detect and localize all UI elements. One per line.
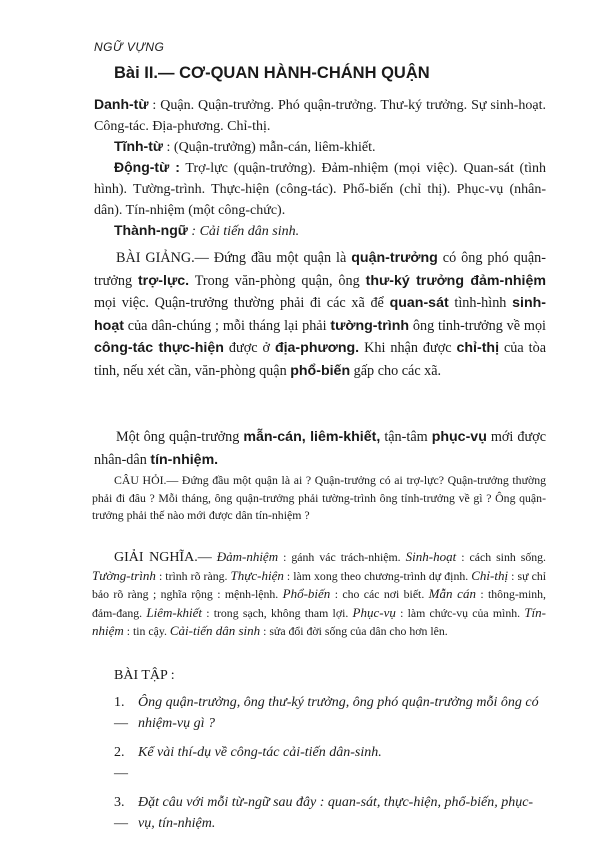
lesson-keyword: phổ-biến [290, 362, 351, 379]
questions-text: Đứng đầu một quận là ai ? Quận-trưởng có ai trợ-lực? Quận-trưởng thường phải đi đâu ? Mỗi tháng, ông quận-trưởng phải tường-trình ông tỉnh-trưởng về gì ? Ông quận-trưởng phải thế nào mới được dân tín-nhiệm ? [92, 473, 546, 522]
vocab-adjectives [114, 136, 546, 158]
exercise-text: Đặt câu với mỗi từ-ngữ sau đây : quan-sát, thực-hiện, phổ-biến, phục-vụ, tín-nhiệm. [138, 795, 534, 831]
glossary-definition: : gánh vác trách-nhiệm. [278, 550, 406, 564]
lesson-text: Trong văn-phòng quận, ông [189, 272, 366, 289]
lesson-keyword: tín-nhiệm. [150, 451, 219, 468]
exercise-text: Ông quận-trưởng, ông thư-ký trưởng, ông phó quận-trưởng mỗi ông có nhiệm-vụ gì ? [138, 695, 539, 731]
lesson-paragraph-2 [94, 426, 546, 471]
glossary-term: Thực-hiện [230, 567, 284, 583]
glossary-term: Phục-vụ [352, 604, 396, 620]
lesson-text: của dân-chúng ; mỗi tháng lại phải [123, 317, 331, 334]
vocab-idioms [114, 220, 546, 242]
lesson-keyword: tường-trình [330, 317, 410, 334]
lesson-keyword: quan-sát [389, 295, 449, 312]
exercise-number: 1.— [114, 695, 128, 731]
glossary-term: Tường-trình [92, 567, 156, 583]
lesson-text: tình-hình [448, 295, 513, 312]
exercise-item [114, 742, 546, 784]
lesson-text: mới được nhân-dân [94, 429, 546, 468]
lesson-text: Khi nhận được [359, 340, 457, 357]
glossary-definition: : làm chức-vụ của mình. [395, 605, 525, 620]
running-header: NGỮ VỰNG [94, 40, 165, 54]
vocab-verbs-label: Động-từ : [114, 159, 180, 175]
glossary-definition: : trong sạch, không tham lợi. [201, 605, 353, 620]
exercise-item [114, 692, 546, 734]
exercise-item [114, 792, 546, 834]
exercise-list [114, 692, 546, 842]
vocab-nouns-text: : Quận. Quận-trưởng. Phó quận-trưởng. Thư-ký trưởng. Sự sinh-hoạt. Công-tác. Địa-phương. Chỉ-thị. [94, 98, 546, 134]
lesson-text: Một ông quận-trưởng [116, 429, 244, 445]
questions-label: CÂU HỎI.— [114, 473, 179, 487]
lesson-text: gấp cho các xã. [350, 362, 442, 379]
glossary-term: Tín-nhiệm [92, 604, 546, 638]
vocab-nouns-label: Danh-từ [94, 96, 149, 112]
lesson-keyword: công-tác thực-hiện [94, 340, 224, 357]
glossary-definition: : tin cậy. [123, 624, 170, 638]
lesson-text: được ở [223, 340, 275, 357]
glossary-definition: : làm xong theo chương-trình dự định. [283, 568, 472, 583]
lesson-keyword: chỉ-thị [456, 340, 500, 357]
vocab-adjectives-label: Tĩnh-từ [114, 138, 164, 154]
glossary-definition: : thông-minh, đảm-đang. [92, 587, 546, 620]
lesson-text: có ông phó quận-trưởng [94, 250, 546, 289]
glossary-term: Mẫn cán [428, 586, 476, 601]
lesson-text: Đứng đầu một quận là [213, 250, 352, 266]
lesson-text: ông tỉnh-trưởng về mọi [409, 317, 546, 334]
lesson-keyword: mẫn-cán, liêm-khiết, [243, 429, 381, 445]
lesson-keyword: thư-ký trưởng đảm-nhiệm [365, 272, 546, 289]
vocab-adjectives-text: : (Quận-trưởng) mẫn-cán, liêm-khiết. [166, 140, 376, 155]
glossary-definition: : sự chỉ bảo rõ ràng ; nghĩa rộng : mệnh-lệnh. [92, 568, 546, 601]
glossary-term: Cải-tiến dân sinh [169, 623, 261, 638]
lesson-label: BÀI GIẢNG.— [116, 250, 209, 266]
lesson-title: Bài II.— CƠ-QUAN HÀNH-CHÁNH QUẬN [114, 64, 430, 82]
vocab-verbs-text: Trợ-lực (quận-trưởng). Đảm-nhiệm (mọi việc). Quan-sát (tình hình). Tường-trình. Thực-hiện (công-tác). Phổ-biến (chỉ thị). Phục-vụ (nhân-dân). Tín-nhiệm (một công-chức). [94, 161, 546, 218]
glossary-term: Đảm-nhiệm [216, 549, 279, 564]
lesson-text: tận-tâm [380, 429, 432, 445]
lesson-text: mọi việc. Quận-trưởng thường phải đi các xã để [94, 295, 390, 312]
lesson-keyword: sinh-hoạt [94, 295, 546, 334]
glossary-term: Sinh-hoạt [405, 549, 457, 564]
glossary-term: Phổ-biến [282, 586, 331, 601]
glossary-paragraph [92, 548, 546, 641]
exercise-number: 3.— [114, 795, 128, 831]
vocab-idioms-text: : Cải tiến dân sinh. [191, 224, 300, 239]
glossary-definition: : trình rõ ràng. [155, 568, 231, 583]
vocab-nouns [94, 94, 546, 137]
exercises-heading [114, 665, 546, 686]
glossary-definition: : cho các nơi biết. [330, 587, 429, 601]
glossary-term: Liêm-khiết [146, 604, 202, 620]
lesson-keyword: trợ-lực. [137, 272, 190, 289]
vocab-idioms-label: Thành-ngữ [114, 222, 188, 238]
glossary-definition: : sửa đổi đời sống của dân cho hơn lên. [260, 624, 448, 638]
glossary-term: Chỉ-thị [471, 567, 509, 583]
lesson-paragraph-1 [94, 247, 546, 383]
vocab-verbs [94, 157, 546, 221]
exercise-text: Kể vài thí-dụ về công-tác cải-tiến dân-sinh. [138, 745, 382, 760]
glossary-definition: : cách sinh sống. [456, 550, 546, 564]
lesson-keyword: địa-phương. [274, 340, 360, 357]
lesson-text: của tòa tỉnh, nếu xét cần, văn-phòng quận [94, 340, 546, 379]
exercises-label: BÀI TẬP : [114, 668, 175, 683]
questions-paragraph [92, 472, 546, 525]
exercise-number: 2.— [114, 745, 128, 781]
lesson-keyword: phục-vụ [431, 429, 487, 445]
lesson-keyword: quận-trưởng [351, 250, 438, 266]
glossary-label: GIẢI NGHĨA.— [114, 550, 212, 565]
